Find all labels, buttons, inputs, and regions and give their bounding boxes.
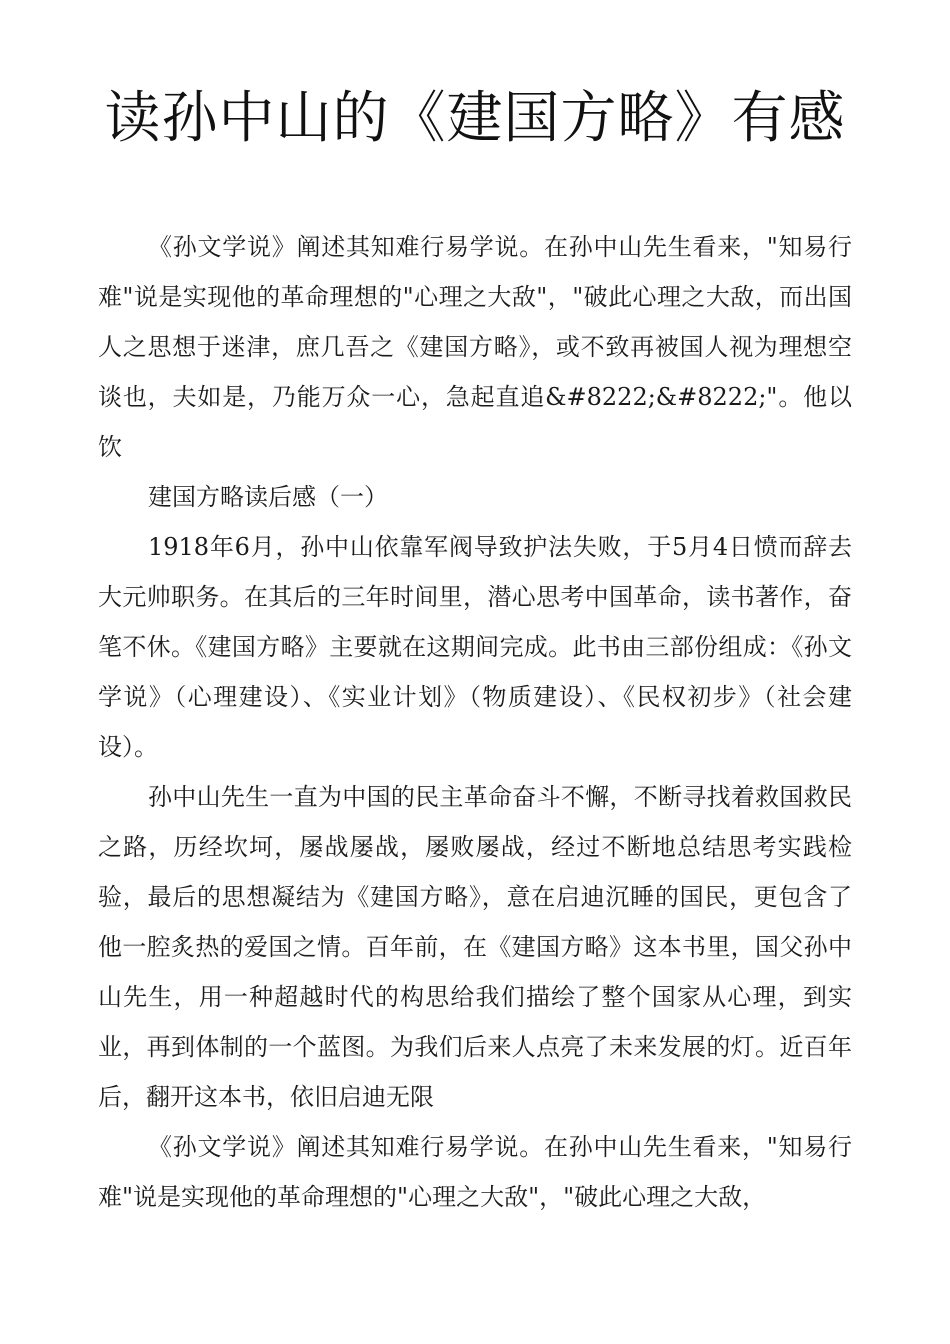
paragraph-intro: 《孙文学说》阐述其知难行易学说。在孙中山先生看来，"知易行难"说是实现他的革命理想的"心理之大敌"，"破此心理之大敌，而出国人之思想于迷津，庶几吾之《建国方略》，或不致再被国人视为理想空谈也，夫如是，乃能万众一心，急起直追&#8222;&#8222;"。他以饮 — [98, 233, 852, 461]
document-body — [98, 222, 852, 1222]
document-title: 读孙中山的《建国方略》有感 — [104, 86, 846, 151]
paragraph-reflection: 孙中山先生一直为中国的民主革命奋斗不懈，不断寻找着救国救民之路，历经坎坷，屡战屡战，屡败屡战，经过不断地总结思考实践检验，最后的思想凝结为《建国方略》，意在启迪沉睡的国民，更包含了他一腔炙热的爱国之情。百年前，在《建国方略》这本书里，国父孙中山先生，用一种超越时代的构思给我们描绘了整个国家从心理，到实业，再到体制的一个蓝图。为我们后来人点亮了未来发展的灯。近百年后，翻开这本书，依旧启迪无限 — [98, 783, 852, 1111]
paragraph-history: 1918年6月，孙中山依靠军阀导致护法失败，于5月4日愤而辞去大元帅职务。在其后的三年时间里，潜心思考中国革命，读书著作，奋笔不休。《建国方略》主要就在这期间完成。此书由三部份组成：《孙文学说》（心理建设）、《实业计划》（物质建设）、《民权初步》（社会建设）。 — [98, 533, 852, 761]
section-heading: 建国方略读后感（一） — [148, 483, 388, 511]
paragraph-repeat: 《孙文学说》阐述其知难行易学说。在孙中山先生看来，"知易行难"说是实现他的革命理想的"心理之大敌"，"破此心理之大敌， — [98, 1133, 852, 1211]
